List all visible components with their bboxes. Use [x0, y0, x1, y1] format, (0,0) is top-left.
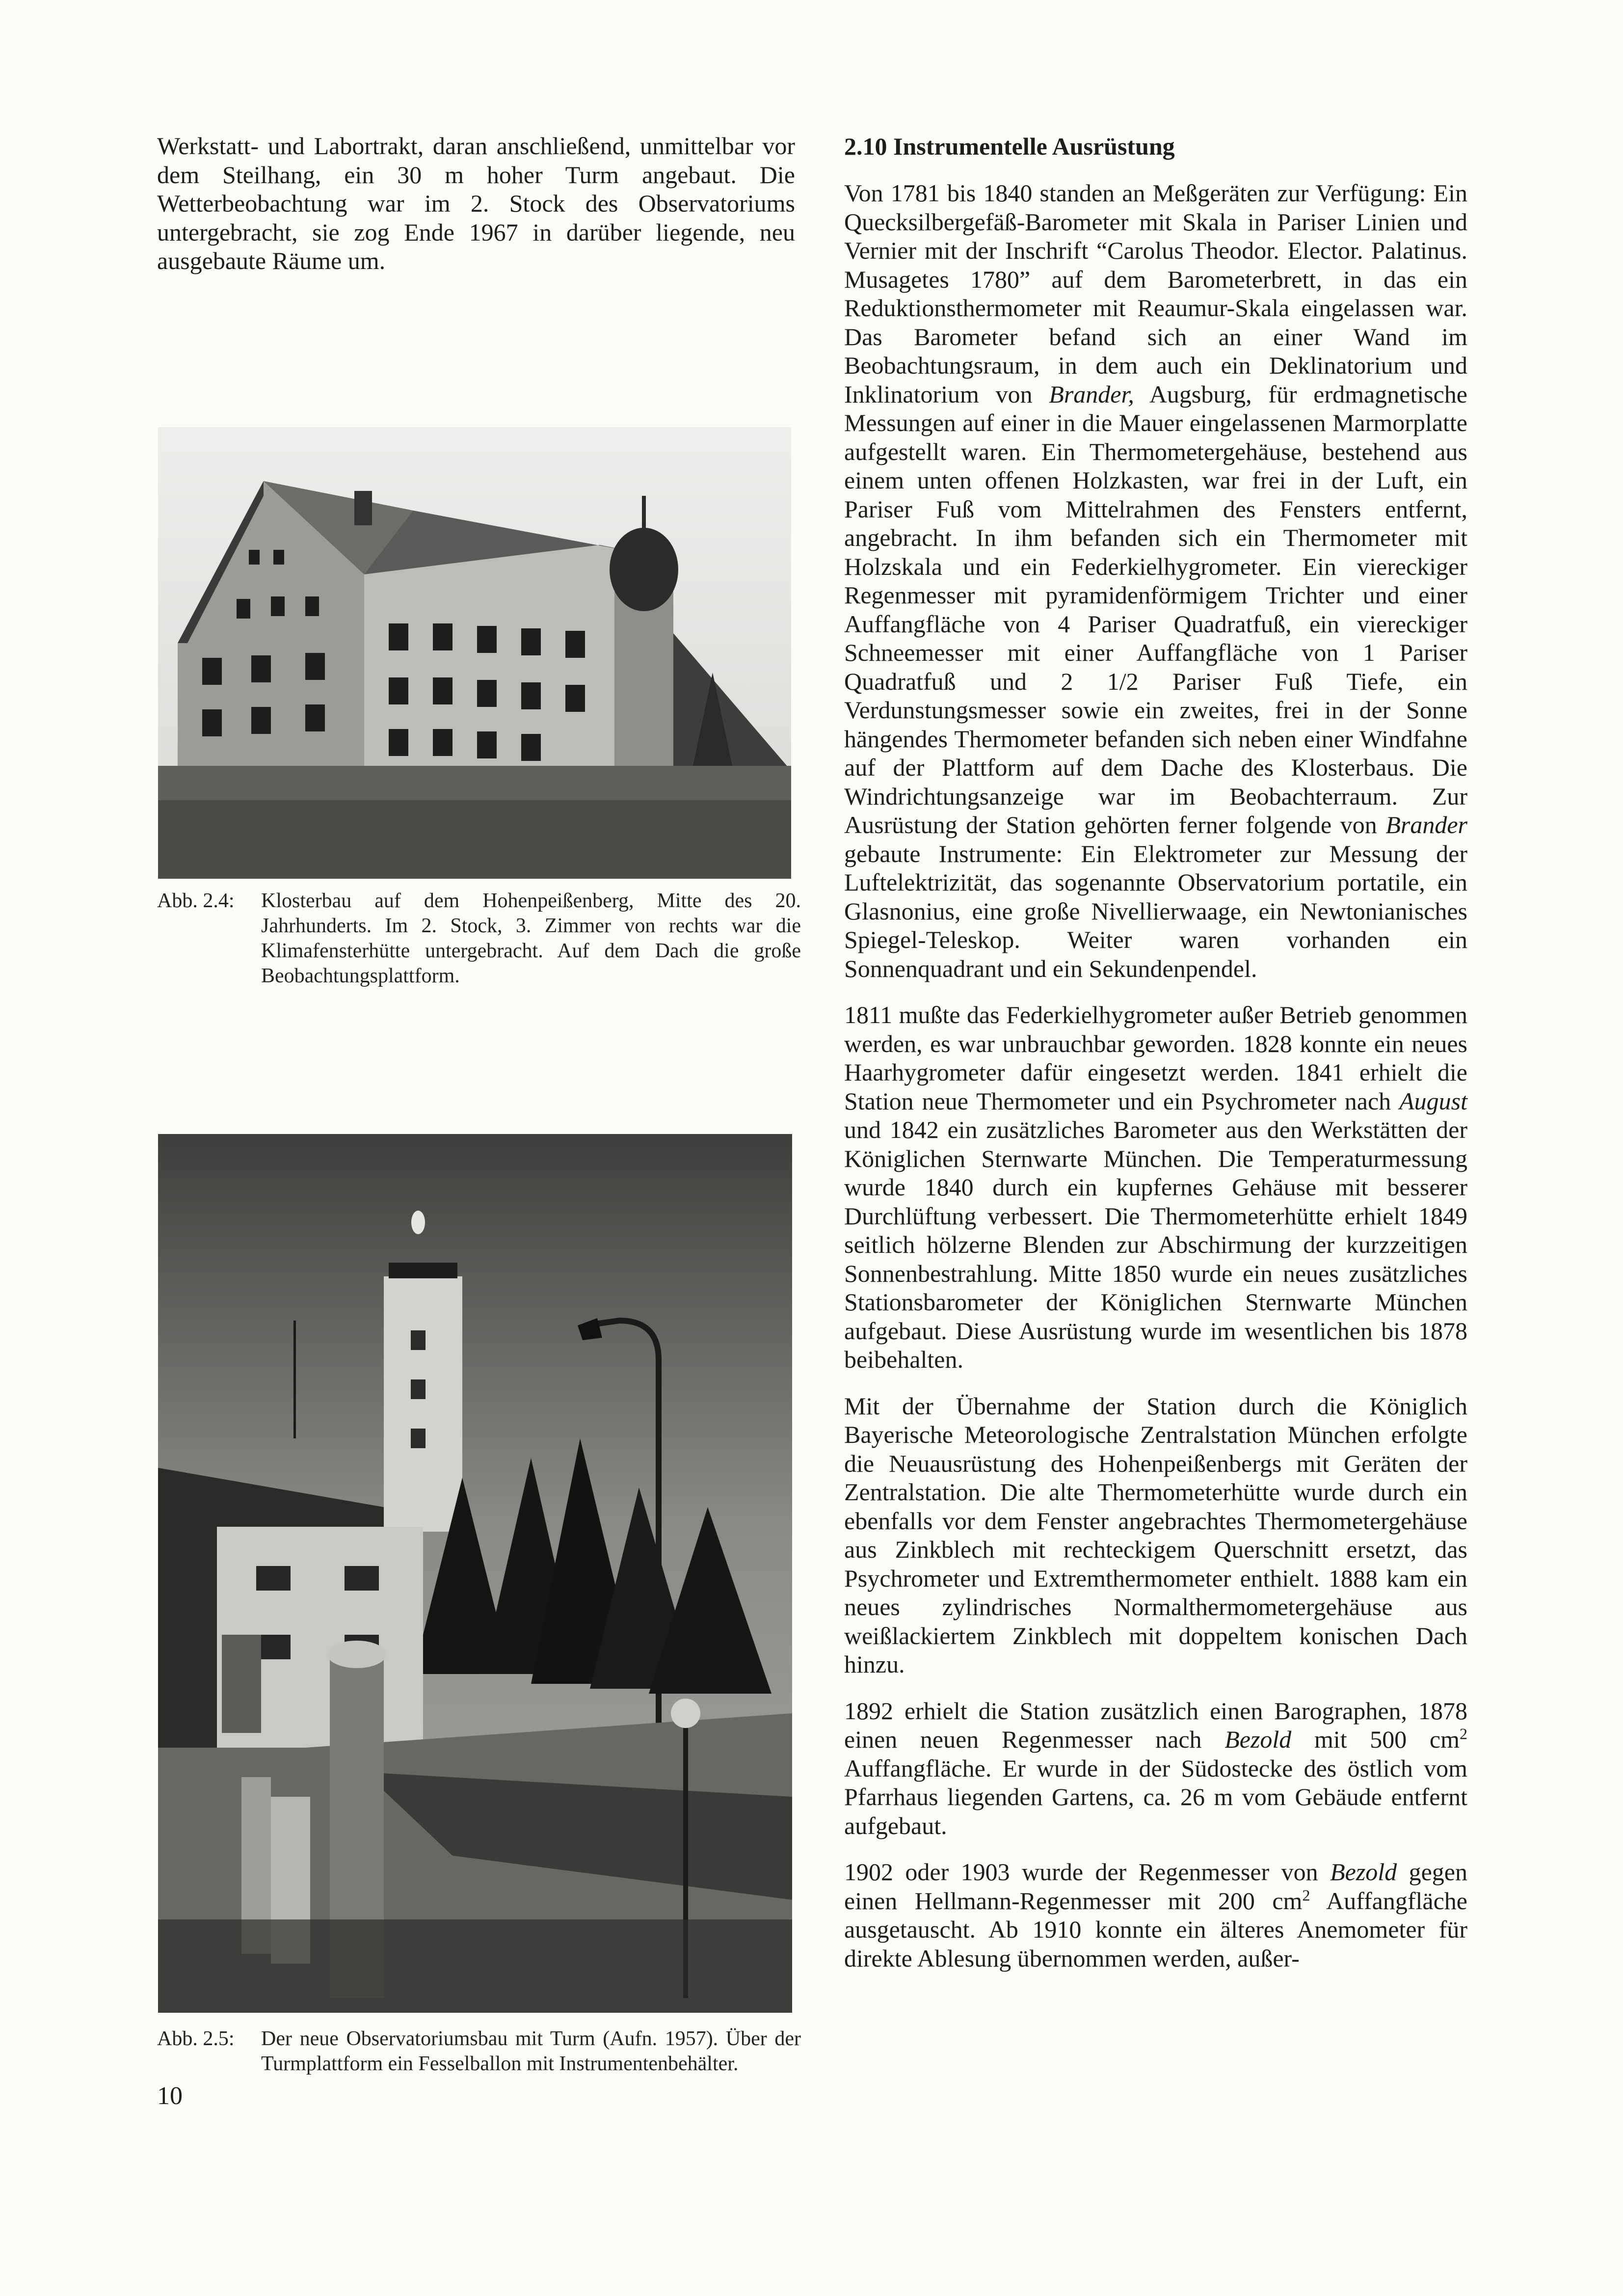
intro-paragraph: Werkstatt- und Labortrakt, daran anschließend, unmittelbar vor dem Steilhang, ein 30 m hoher Turm angebaut. Die Wetterbeobachtung war im 2. Stock des Observatoriums untergebracht, sie zog Ende 1967 in darüber liegende, neu ausgebaute Räume um.: [157, 132, 795, 274]
photo-observatorium: [158, 1134, 792, 2013]
figure-caption-text: Der neue Observatoriumsbau mit Turm (Aufn. 1957). Über der Turmplattform ein Fesselballon mit Instrumentenbehälter.: [261, 2027, 801, 2075]
right-column: [844, 132, 1467, 1972]
figure-label: Abb. 2.5:: [157, 2027, 235, 2050]
paragraph-5: 1902 oder 1903 wurde der Regenmesser von Bezold gegen einen Hellmann-Regenmesser mit 200 $cm^2$ Auffangfläche ausgetauscht. Ab 1910 konnte ein älteres Anemometer für direkte Ablesung übernommen werden, außer-: [844, 1858, 1467, 1972]
paragraph-1: Von 1781 bis 1840 standen an Meßgeräten zur Verfügung: Ein Quecksilbergefäß-Barometer mit Skala in Pariser Linien und Vernier mit der Inschrift “Carolus Theodor. Elector. Palatinus. Musagetes 1780” auf dem Barometerbrett, in das ein Reduktionsthermometer mit Reaumur-Skala eingelassen war. Das Barometer befand sich an einer Wand im Beobachtungsraum, in dem auch ein Deklinatorium und Inklinatorium von Brander, Augsburg, für erdmagnetische Messungen auf einer in die Mauer eingelassenen Marmorplatte aufgestellt waren. Ein Thermometergehäuse, bestehend aus einem unten offenen Holzkasten, war frei in der Luft, ein Pariser Fuß vom Mittelrahmen des Fensters entfernt, angebracht. In ihm befanden sich ein Thermometer mit Holzskala und ein Federkielhygrometer. Ein viereckiger Regenmesser mit pyramidenförmigem Trichter und einer Auffangfläche von 4 Pariser Quadratfuß, ein viereckiger Schneemesser mit einer Auffangfläche von 1 Pariser Quadratfuß und 2 1/2 Pariser Fuß Tiefe, ein Verdunstungsmesser sowie ein zweites, frei in der Sonne hängendes Thermometer befanden sich neben einer Windfahne auf der Plattform auf dem Dache des Klosterbaus. Die Windrichtungsanzeige war im Beobachterraum. Zur Ausrüstung der Station gehörten ferner folgende von Brander gebaute Instrumente: Ein Elektrometer zur Messung der Luftelektrizität, das sogenannte Observatorium portatile, ein Glasnonius, eine große Nivellierwaage, ein Newtonianisches Spiegel-Teleskop. Weiter waren vorhanden ein Sonnenquadrant und ein Sekundenpendel.: [844, 179, 1468, 982]
klosterbau-illustration: [158, 427, 791, 879]
page-number: 10: [157, 2082, 183, 2110]
figure-caption-2-5: [157, 2026, 801, 2110]
paragraph-3: Mit der Übernahme der Station durch die Königlich Bayerische Meteorologische Zentralstation München erfolgte die Neuausrüstung des Hohenpeißenbergs mit Geräten der Zentralstation. Die alte Thermometerhütte wurde durch ein ebenfalls vor dem Fenster angebrachtes Thermometergehäuse aus Zinkblech mit rechteckigem Querschnitt ersetzt, das Psychrometer und Extremthermometer enthielt. 1888 kam ein neues zylindrisches Normalthermometergehäuse aus weißlackiertem Zinkblech mit doppeltem konischen Dach hinzu.: [844, 1392, 1467, 1678]
figure-caption-2-4: [157, 889, 801, 1001]
figure-label: Abb. 2.4:: [157, 890, 235, 912]
figure-caption-text: Klosterbau auf dem Hohenpeißenberg, Mitte des 20. Jahrhunderts. Im 2. Stock, 3. Zimmer von rechts war die Klimafensterhütte untergebracht. Auf dem Dach die große Beobachtungsplattform.: [261, 890, 801, 987]
section-heading: 2.10 Instrumentelle Ausrüstung: [844, 133, 1175, 160]
paragraph-4: 1892 erhielt die Station zusätzlich einen Barographen, 1878 einen neuen Regenmesser nach Bezold mit 500 $cm^2$ Auffangfläche. Er wurde in der Südostecke des östlich vom Pfarrhaus liegenden Gartens, ca. 26 m vom Gebäude entfernt aufgebaut.: [844, 1697, 1468, 1839]
observatorium-illustration: [158, 1134, 792, 2013]
photo-klosterbau: [158, 427, 791, 879]
left-column: [157, 132, 795, 275]
paragraph-2: 1811 mußte das Federkielhygrometer außer Betrieb genommen werden, es war unbrauchbar geworden. 1828 konnte ein neues Haarhygrometer dafür eingesetzt werden. 1841 erhielt die Station neue Thermometer und ein Psychrometer nach August und 1842 ein zusätzliches Barometer aus den Werkstätten der Königlichen Sternwarte München. Die Temperaturmessung wurde 1840 durch ein kupfernes Gehäuse mit besserer Durchlüftung verbessert. Die Thermometerhütte erhielt 1849 seitlich hölzerne Blenden zur Abschirmung der kurzzeitigen Sonnenbestrahlung. Mitte 1850 wurde ein neues zusätzliches Stationsbarometer der Königlichen Sternwarte München aufgebaut. Diese Ausrüstung wurde im wesentlichen bis 1878 beibehalten.: [844, 1001, 1467, 1373]
